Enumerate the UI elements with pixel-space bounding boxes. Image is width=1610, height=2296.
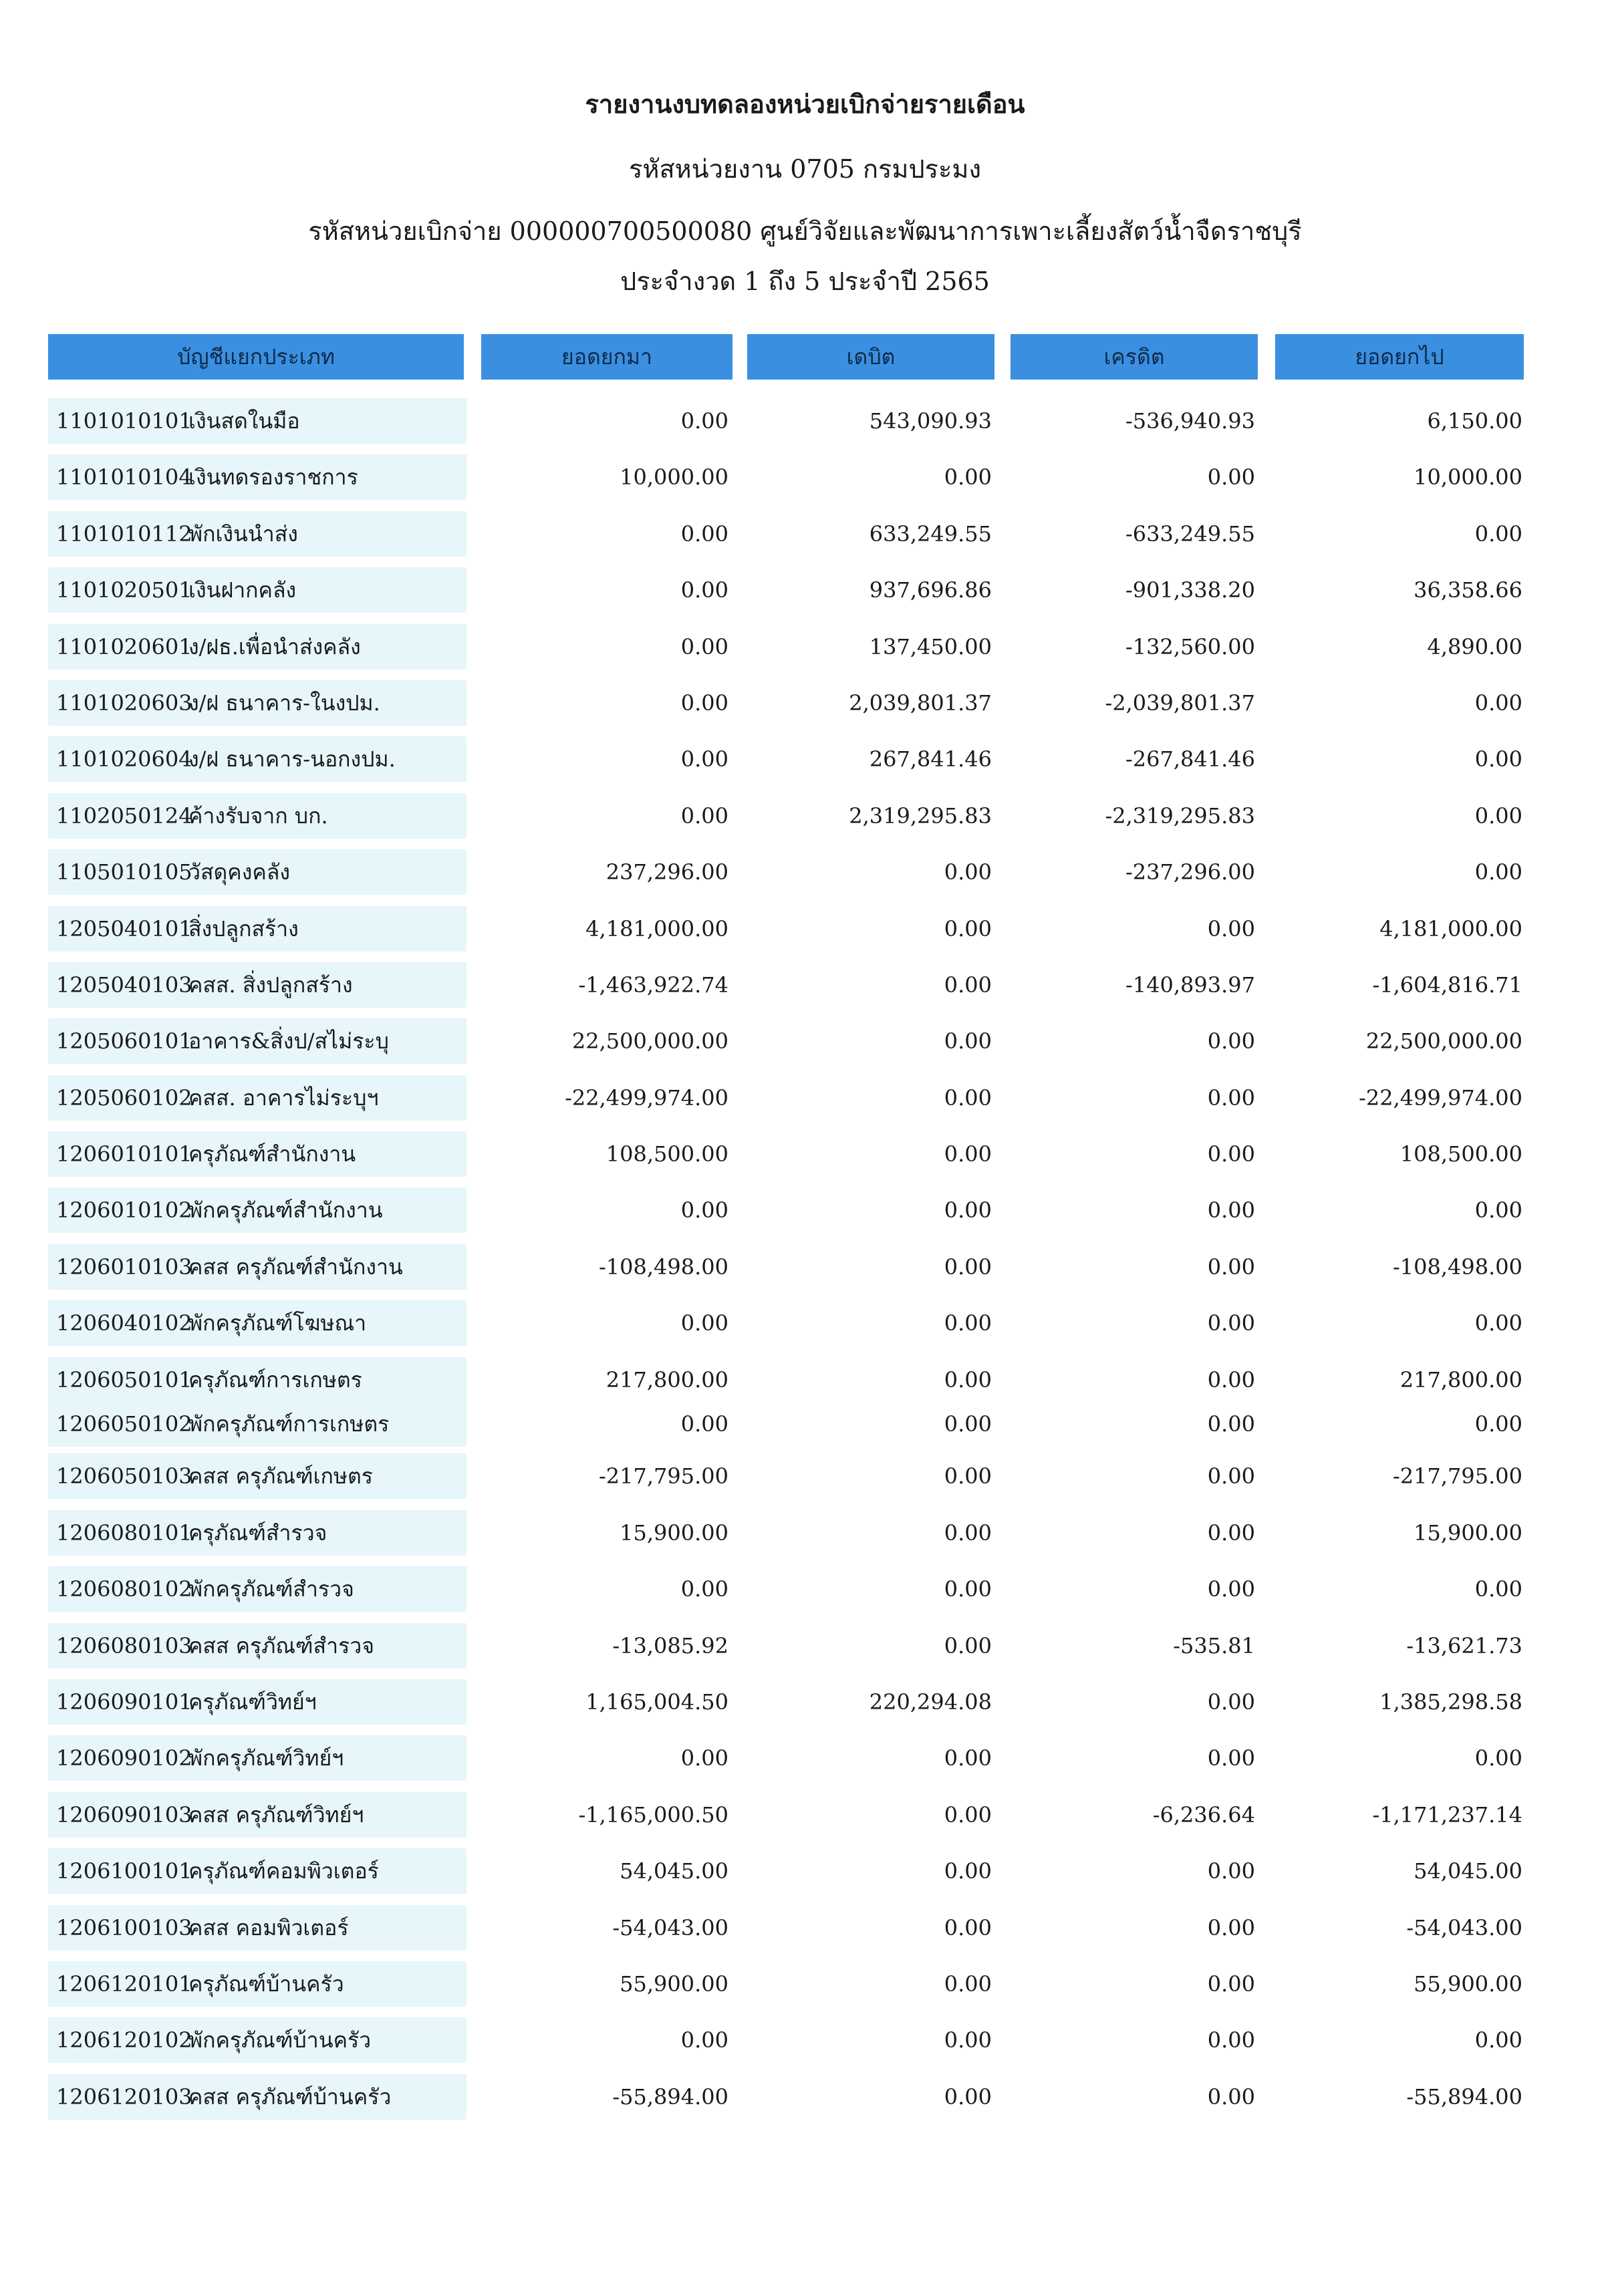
credit-cell: 0.00 bbox=[1207, 1310, 1255, 1336]
opening-balance-cell: 0.00 bbox=[680, 690, 728, 716]
opening-balance-cell: 54,045.00 bbox=[620, 1858, 728, 1884]
opening-balance-cell: 55,900.00 bbox=[620, 1971, 728, 1997]
account-name: ง/ฝ ธนาคาร-ในงปม. bbox=[188, 690, 380, 716]
account-code: 1206080101 bbox=[56, 1520, 192, 1546]
header-account: บัญชีแยกประเภท bbox=[48, 334, 464, 380]
table-row bbox=[0, 1071, 1610, 1127]
account-code: 1206010101 bbox=[56, 1141, 192, 1167]
closing-balance-cell: 108,500.00 bbox=[1399, 1141, 1522, 1167]
debit-cell: 0.00 bbox=[944, 1576, 992, 1602]
account-cell bbox=[48, 454, 466, 500]
credit-cell: 0.00 bbox=[1207, 1689, 1255, 1715]
account-cell bbox=[48, 2017, 466, 2063]
ledger-table-body bbox=[0, 394, 1610, 2126]
credit-cell: -536,940.93 bbox=[1125, 408, 1255, 434]
account-code: 1206100101 bbox=[56, 1858, 192, 1884]
account-code: 1206090102 bbox=[56, 1745, 192, 1771]
account-cell bbox=[48, 962, 466, 1008]
account-cell bbox=[48, 1187, 466, 1233]
debit-cell: 0.00 bbox=[944, 1802, 992, 1828]
account-name: ครุภัณฑ์สำนักงาน bbox=[188, 1141, 356, 1167]
debit-cell: 543,090.93 bbox=[869, 408, 992, 434]
table-row bbox=[0, 2070, 1610, 2126]
credit-cell: 0.00 bbox=[1207, 1576, 1255, 1602]
header-debit: เดบิต bbox=[747, 334, 994, 380]
account-name: คสส ครุภัณฑ์สำนักงาน bbox=[188, 1254, 403, 1280]
closing-balance-cell: 0.00 bbox=[1474, 1197, 1522, 1224]
table-row bbox=[0, 676, 1610, 732]
account-name: คสส. สิ่งปลูกสร้าง bbox=[188, 972, 353, 998]
header-closing-balance: ยอดยกไป bbox=[1275, 334, 1524, 380]
table-row bbox=[0, 1844, 1610, 1900]
debit-cell: 220,294.08 bbox=[869, 1689, 992, 1715]
debit-cell: 0.00 bbox=[944, 1141, 992, 1167]
debit-cell: 0.00 bbox=[944, 2027, 992, 2053]
debit-cell: 0.00 bbox=[944, 464, 992, 490]
opening-balance-cell: 15,900.00 bbox=[620, 1520, 728, 1546]
opening-balance-cell: 4,181,000.00 bbox=[585, 915, 728, 942]
opening-balance-cell: 0.00 bbox=[680, 633, 728, 660]
table-row bbox=[0, 1183, 1610, 1240]
closing-balance-cell: -54,043.00 bbox=[1406, 1914, 1522, 1941]
closing-balance-cell: 4,890.00 bbox=[1427, 633, 1522, 660]
credit-cell: 0.00 bbox=[1207, 1254, 1255, 1280]
account-cell bbox=[48, 793, 466, 839]
closing-balance-cell: -1,171,237.14 bbox=[1372, 1802, 1522, 1828]
account-name: ครุภัณฑ์สำรวจ bbox=[188, 1520, 327, 1546]
account-code: 1205040101 bbox=[56, 915, 192, 942]
account-cell bbox=[48, 1735, 466, 1781]
opening-balance-cell: 0.00 bbox=[680, 1197, 728, 1224]
credit-cell: 0.00 bbox=[1207, 1141, 1255, 1167]
account-name: เงินสดในมือ bbox=[188, 408, 300, 434]
account-code: 1102050124 bbox=[56, 803, 192, 829]
account-code: 1206120103 bbox=[56, 2084, 192, 2110]
account-cell bbox=[48, 1679, 466, 1725]
debit-cell: 0.00 bbox=[944, 972, 992, 998]
closing-balance-cell: 15,900.00 bbox=[1414, 1520, 1522, 1546]
debit-cell: 267,841.46 bbox=[869, 746, 992, 772]
account-name: ครุภัณฑ์คอมพิวเตอร์ bbox=[188, 1858, 379, 1884]
closing-balance-cell: 0.00 bbox=[1474, 1310, 1522, 1336]
table-row bbox=[0, 1957, 1610, 2013]
closing-balance-cell: 0.00 bbox=[1474, 1576, 1522, 1602]
credit-cell: 0.00 bbox=[1207, 1367, 1255, 1393]
opening-balance-cell: 0.00 bbox=[680, 577, 728, 603]
account-code: 1206100103 bbox=[56, 1914, 192, 1941]
debit-cell: 0.00 bbox=[944, 1632, 992, 1659]
table-row bbox=[0, 394, 1610, 450]
account-cell bbox=[48, 1905, 466, 1951]
debit-cell: 0.00 bbox=[944, 1745, 992, 1771]
debit-cell: 0.00 bbox=[944, 1520, 992, 1546]
account-code: 1101010101 bbox=[56, 408, 192, 434]
debit-cell: 0.00 bbox=[944, 1411, 992, 1437]
closing-balance-cell: 36,358.66 bbox=[1414, 577, 1522, 603]
account-name: คสส ครุภัณฑ์เกษตร bbox=[188, 1463, 373, 1489]
account-code: 1206120101 bbox=[56, 1971, 192, 1997]
debit-cell: 0.00 bbox=[944, 1085, 992, 1111]
credit-cell: 0.00 bbox=[1207, 1085, 1255, 1111]
account-name: พักครุภัณฑ์สำนักงาน bbox=[188, 1197, 383, 1224]
account-name: เงินทดรองราชการ bbox=[188, 464, 358, 490]
closing-balance-cell: -1,604,816.71 bbox=[1372, 972, 1522, 998]
account-code: 1206080102 bbox=[56, 1576, 192, 1602]
opening-balance-cell: -1,463,922.74 bbox=[578, 972, 728, 998]
header-credit: เครดิต bbox=[1011, 334, 1258, 380]
table-row bbox=[0, 1506, 1610, 1562]
closing-balance-cell: 0.00 bbox=[1474, 690, 1522, 716]
opening-balance-cell: 0.00 bbox=[680, 1310, 728, 1336]
debit-cell: 0.00 bbox=[944, 915, 992, 942]
account-cell bbox=[48, 567, 466, 613]
account-name: พักครุภัณฑ์การเกษตร bbox=[188, 1411, 390, 1437]
closing-balance-cell: -55,894.00 bbox=[1406, 2084, 1522, 2110]
account-code: 1101010104 bbox=[56, 464, 192, 490]
closing-balance-cell: 0.00 bbox=[1474, 521, 1522, 547]
account-code: 1205060101 bbox=[56, 1028, 192, 1054]
closing-balance-cell: 0.00 bbox=[1474, 859, 1522, 885]
account-code: 1206050101 bbox=[56, 1367, 192, 1393]
credit-cell: 0.00 bbox=[1207, 915, 1255, 942]
table-row bbox=[0, 1619, 1610, 1675]
account-name: ง/ฝ ธนาคาร-นอกงปม. bbox=[188, 746, 396, 772]
account-code: 1205040103 bbox=[56, 972, 192, 998]
account-cell bbox=[48, 1300, 466, 1346]
account-code: 1206050102 bbox=[56, 1411, 192, 1437]
account-name: เงินฝากคลัง bbox=[188, 577, 297, 603]
debit-cell: 0.00 bbox=[944, 1028, 992, 1054]
account-cell bbox=[48, 1357, 466, 1403]
account-code: 1206050103 bbox=[56, 1463, 192, 1489]
closing-balance-cell: 22,500,000.00 bbox=[1365, 1028, 1522, 1054]
credit-cell: 0.00 bbox=[1207, 1745, 1255, 1771]
account-code: 1206120102 bbox=[56, 2027, 192, 2053]
agency-line: รหัสหน่วยงาน 0705 กรมประมง bbox=[628, 154, 982, 184]
debit-cell: 0.00 bbox=[944, 1914, 992, 1941]
credit-cell: 0.00 bbox=[1207, 1411, 1255, 1437]
opening-balance-cell: -13,085.92 bbox=[612, 1632, 728, 1659]
debit-cell: 0.00 bbox=[944, 2084, 992, 2110]
credit-cell: -237,296.00 bbox=[1125, 859, 1255, 885]
opening-balance-cell: 0.00 bbox=[680, 1411, 728, 1437]
table-row bbox=[0, 958, 1610, 1014]
account-cell bbox=[48, 624, 466, 670]
table-row bbox=[0, 1901, 1610, 1957]
debit-cell: 0.00 bbox=[944, 1197, 992, 1224]
debit-cell: 0.00 bbox=[944, 1463, 992, 1489]
account-code: 1105010105 bbox=[56, 859, 192, 885]
credit-cell: 0.00 bbox=[1207, 1858, 1255, 1884]
account-cell bbox=[48, 906, 466, 952]
table-row bbox=[0, 1449, 1610, 1505]
debit-cell: 0.00 bbox=[944, 1254, 992, 1280]
table-row bbox=[0, 732, 1610, 788]
closing-balance-cell: 217,800.00 bbox=[1399, 1367, 1522, 1393]
account-cell bbox=[48, 1075, 466, 1121]
opening-balance-cell: 108,500.00 bbox=[606, 1141, 728, 1167]
debit-cell: 937,696.86 bbox=[869, 577, 992, 603]
table-row bbox=[0, 1240, 1610, 1296]
debit-cell: 0.00 bbox=[944, 1858, 992, 1884]
opening-balance-cell: 0.00 bbox=[680, 408, 728, 434]
closing-balance-cell: 1,385,298.58 bbox=[1379, 1689, 1522, 1715]
credit-cell: -132,560.00 bbox=[1125, 633, 1255, 660]
opening-balance-cell: -108,498.00 bbox=[598, 1254, 728, 1280]
closing-balance-cell: -13,621.73 bbox=[1406, 1632, 1522, 1659]
table-row bbox=[0, 563, 1610, 619]
account-name: พักเงินนำส่ง bbox=[188, 521, 298, 547]
header-opening-balance: ยอดยกมา bbox=[481, 334, 732, 380]
credit-cell: -535.81 bbox=[1173, 1632, 1255, 1659]
account-name: ค้างรับจาก บก. bbox=[188, 803, 328, 829]
debit-cell: 137,450.00 bbox=[869, 633, 992, 660]
account-code: 1206010102 bbox=[56, 1197, 192, 1224]
debit-cell: 0.00 bbox=[944, 859, 992, 885]
account-name: คสส ครุภัณฑ์วิทย์ฯ bbox=[188, 1802, 364, 1828]
opening-balance-cell: 1,165,004.50 bbox=[585, 1689, 728, 1715]
period-line: ประจำงวด 1 ถึง 5 ประจำปี 2565 bbox=[620, 267, 990, 296]
opening-balance-cell: 0.00 bbox=[680, 521, 728, 547]
opening-balance-cell: 0.00 bbox=[680, 746, 728, 772]
table-row bbox=[0, 789, 1610, 845]
debit-cell: 0.00 bbox=[944, 1367, 992, 1393]
table-row bbox=[0, 1014, 1610, 1070]
credit-cell: -633,249.55 bbox=[1125, 521, 1255, 547]
opening-balance-cell: -22,499,974.00 bbox=[565, 1085, 728, 1111]
opening-balance-cell: 237,296.00 bbox=[606, 859, 728, 885]
account-cell bbox=[48, 1961, 466, 2007]
account-name: ครุภัณฑ์วิทย์ฯ bbox=[188, 1689, 317, 1715]
credit-cell: 0.00 bbox=[1207, 2027, 1255, 2053]
credit-cell: -2,039,801.37 bbox=[1105, 690, 1255, 716]
credit-cell: -140,893.97 bbox=[1125, 972, 1255, 998]
account-code: 1206010103 bbox=[56, 1254, 192, 1280]
account-name: อาคาร&สิ่งป/สไม่ระบุ bbox=[188, 1028, 389, 1054]
closing-balance-cell: 0.00 bbox=[1474, 746, 1522, 772]
account-cell bbox=[48, 398, 466, 444]
debit-cell: 0.00 bbox=[944, 1971, 992, 1997]
disbursement-unit-line: รหัสหน่วยเบิกจ่าย 000000700500080 ศูนย์วิจัยและพัฒนาการเพาะเลี้ยงสัตว์น้ำจืดราชบุรี bbox=[308, 217, 1302, 246]
table-row bbox=[0, 1675, 1610, 1731]
closing-balance-cell: -217,795.00 bbox=[1392, 1463, 1522, 1489]
account-name: คสส ครุภัณฑ์สำรวจ bbox=[188, 1632, 374, 1659]
credit-cell: 0.00 bbox=[1207, 1197, 1255, 1224]
account-code: 1205060102 bbox=[56, 1085, 192, 1111]
account-code: 1206090101 bbox=[56, 1689, 192, 1715]
table-row bbox=[0, 1397, 1610, 1453]
account-cell bbox=[48, 511, 466, 557]
opening-balance-cell: 217,800.00 bbox=[606, 1367, 728, 1393]
account-cell bbox=[48, 1566, 466, 1612]
closing-balance-cell: 0.00 bbox=[1474, 2027, 1522, 2053]
account-code: 1101020603 bbox=[56, 690, 192, 716]
credit-cell: 0.00 bbox=[1207, 1028, 1255, 1054]
closing-balance-cell: 54,045.00 bbox=[1414, 1858, 1522, 1884]
account-cell bbox=[48, 2074, 466, 2120]
account-cell bbox=[48, 1401, 466, 1447]
table-row bbox=[0, 620, 1610, 676]
account-name: พักครุภัณฑ์บ้านครัว bbox=[188, 2027, 372, 2053]
table-row bbox=[0, 1731, 1610, 1787]
opening-balance-cell: 0.00 bbox=[680, 803, 728, 829]
account-cell bbox=[48, 736, 466, 782]
table-row bbox=[0, 902, 1610, 958]
credit-cell: 0.00 bbox=[1207, 1971, 1255, 1997]
credit-cell: 0.00 bbox=[1207, 2084, 1255, 2110]
table-row bbox=[0, 1788, 1610, 1844]
credit-cell: 0.00 bbox=[1207, 1463, 1255, 1489]
credit-cell: 0.00 bbox=[1207, 1914, 1255, 1941]
closing-balance-cell: 0.00 bbox=[1474, 1745, 1522, 1771]
account-code: 1101020604 bbox=[56, 746, 192, 772]
opening-balance-cell: 0.00 bbox=[680, 2027, 728, 2053]
account-cell bbox=[48, 1018, 466, 1064]
account-name: พักครุภัณฑ์โฆษณา bbox=[188, 1310, 367, 1336]
opening-balance-cell: -55,894.00 bbox=[612, 2084, 728, 2110]
account-name: คสส คอมพิวเตอร์ bbox=[188, 1914, 349, 1941]
closing-balance-cell: 0.00 bbox=[1474, 803, 1522, 829]
opening-balance-cell: 10,000.00 bbox=[620, 464, 728, 490]
debit-cell: 2,319,295.83 bbox=[849, 803, 992, 829]
closing-balance-cell: 0.00 bbox=[1474, 1411, 1522, 1437]
debit-cell: 633,249.55 bbox=[869, 521, 992, 547]
account-cell bbox=[48, 849, 466, 895]
table-row bbox=[0, 507, 1610, 563]
account-cell bbox=[48, 1244, 466, 1290]
account-name: วัสดุคงคลัง bbox=[188, 859, 290, 885]
account-cell bbox=[48, 1792, 466, 1838]
account-cell bbox=[48, 1623, 466, 1669]
account-name: คสส. อาคารไม่ระบุฯ bbox=[188, 1085, 379, 1111]
opening-balance-cell: -217,795.00 bbox=[598, 1463, 728, 1489]
table-row bbox=[0, 2013, 1610, 2069]
closing-balance-cell: 6,150.00 bbox=[1427, 408, 1522, 434]
debit-cell: 0.00 bbox=[944, 1310, 992, 1336]
account-code: 1101010112 bbox=[56, 521, 192, 547]
credit-cell: -6,236.64 bbox=[1152, 1802, 1255, 1828]
table-row bbox=[0, 845, 1610, 901]
debit-cell: 2,039,801.37 bbox=[849, 690, 992, 716]
table-row bbox=[0, 1296, 1610, 1352]
account-name: สิ่งปลูกสร้าง bbox=[188, 915, 299, 942]
table-row bbox=[0, 1127, 1610, 1183]
report-title: รายงานงบทดลองหน่วยเบิกจ่ายรายเดือน bbox=[585, 89, 1025, 119]
account-code: 1101020501 bbox=[56, 577, 192, 603]
account-name: ครุภัณฑ์บ้านครัว bbox=[188, 1971, 344, 1997]
account-code: 1101020601 bbox=[56, 633, 192, 660]
account-code: 1206080103 bbox=[56, 1632, 192, 1659]
opening-balance-cell: 0.00 bbox=[680, 1745, 728, 1771]
closing-balance-cell: -22,499,974.00 bbox=[1359, 1085, 1522, 1111]
account-cell bbox=[48, 1510, 466, 1556]
account-cell bbox=[48, 1131, 466, 1177]
closing-balance-cell: 4,181,000.00 bbox=[1379, 915, 1522, 942]
account-code: 1206040102 bbox=[56, 1310, 192, 1336]
credit-cell: -267,841.46 bbox=[1125, 746, 1255, 772]
table-row bbox=[0, 1562, 1610, 1618]
credit-cell: -2,319,295.83 bbox=[1105, 803, 1255, 829]
account-name: พักครุภัณฑ์สำรวจ bbox=[188, 1576, 354, 1602]
credit-cell: -901,338.20 bbox=[1125, 577, 1255, 603]
account-code: 1206090103 bbox=[56, 1802, 192, 1828]
account-cell bbox=[48, 680, 466, 726]
closing-balance-cell: 55,900.00 bbox=[1414, 1971, 1522, 1997]
credit-cell: 0.00 bbox=[1207, 1520, 1255, 1546]
account-name: คสส ครุภัณฑ์บ้านครัว bbox=[188, 2084, 392, 2110]
opening-balance-cell: -1,165,000.50 bbox=[578, 1802, 728, 1828]
account-name: ครุภัณฑ์การเกษตร bbox=[188, 1367, 362, 1393]
credit-cell: 0.00 bbox=[1207, 464, 1255, 490]
closing-balance-cell: 10,000.00 bbox=[1414, 464, 1522, 490]
account-name: พักครุภัณฑ์วิทย์ฯ bbox=[188, 1745, 344, 1771]
account-cell bbox=[48, 1453, 466, 1499]
account-name: ง/ฝธ.เพื่อนำส่งคลัง bbox=[188, 633, 361, 660]
opening-balance-cell: 22,500,000.00 bbox=[571, 1028, 728, 1054]
opening-balance-cell: -54,043.00 bbox=[612, 1914, 728, 1941]
table-row bbox=[0, 450, 1610, 507]
closing-balance-cell: -108,498.00 bbox=[1392, 1254, 1522, 1280]
opening-balance-cell: 0.00 bbox=[680, 1576, 728, 1602]
account-cell bbox=[48, 1848, 466, 1894]
